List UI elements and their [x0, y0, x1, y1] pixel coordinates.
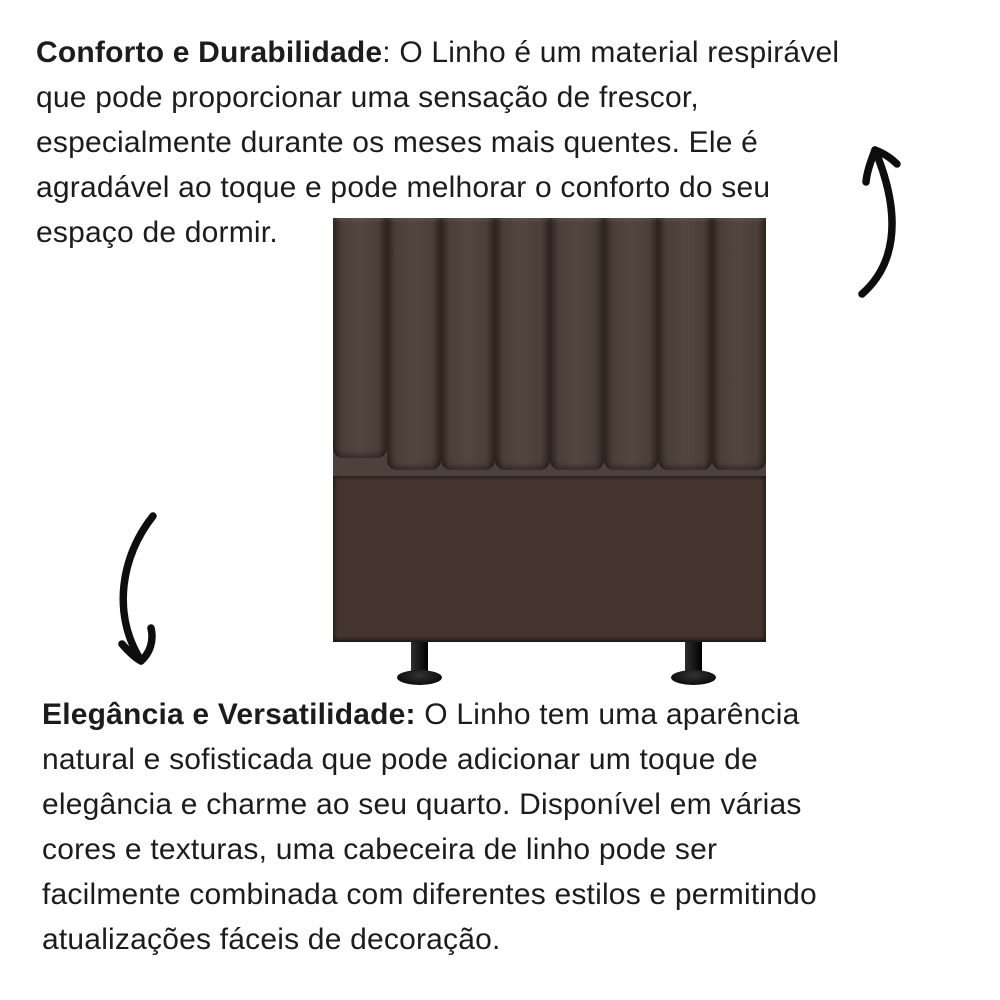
paragraph-lead: Conforto e Durabilidade [36, 36, 383, 69]
paragraph-line-rest: : O Linho é um material respirável [382, 36, 840, 69]
headboard-foot-left [397, 642, 442, 686]
paragraph-line: elegância e charme ao seu quarto. Disponível em várias [42, 788, 802, 821]
paragraph-line: espaço de dormir. [36, 216, 278, 249]
paragraph-line: facilmente combinada com diferentes estilos e permitindo [42, 878, 817, 911]
paragraph-line: especialmente durante os meses mais quentes. Ele é [36, 126, 759, 159]
foot-stem [685, 642, 702, 673]
paragraph-line: cores e texturas, uma cabeceira de linho pode ser [42, 833, 718, 866]
channel-panel [550, 218, 604, 470]
channel-band-shadow [333, 476, 766, 481]
paragraph-lead: Elegância e Versatilidade: [42, 698, 416, 731]
paragraph-line: atualizações fáceis de decoração. [42, 923, 501, 956]
curved-arrow-up-icon [862, 150, 897, 294]
headboard-channel-section [333, 218, 766, 476]
curved-arrow-down-icon [122, 516, 153, 661]
paragraph-line: que pode proporcionar uma sensação de frescor, [36, 81, 699, 114]
paragraph-line [42, 692, 817, 737]
paragraph-line [36, 30, 839, 75]
paragraph-line-rest: O Linho tem uma aparência [415, 698, 800, 731]
channel-panel [387, 218, 441, 470]
paragraph-line: natural e sofisticada que pode adicionar um toque de [42, 743, 758, 776]
channel-panel [495, 218, 549, 470]
channel-panel [333, 218, 387, 458]
foot-base [397, 670, 442, 685]
channel-panel [441, 218, 495, 470]
foot-stem [411, 642, 428, 673]
headboard-product-photo [333, 218, 766, 686]
channel-panel [658, 218, 712, 470]
bottom-paragraph [42, 692, 817, 962]
channel-panel [712, 218, 766, 470]
paragraph-line: agradável ao toque e pode melhorar o conforto do seu [36, 171, 771, 204]
headboard-foot-right [671, 642, 716, 686]
channel-panel [604, 218, 658, 470]
headboard-body [333, 218, 766, 642]
foot-base [671, 670, 716, 685]
